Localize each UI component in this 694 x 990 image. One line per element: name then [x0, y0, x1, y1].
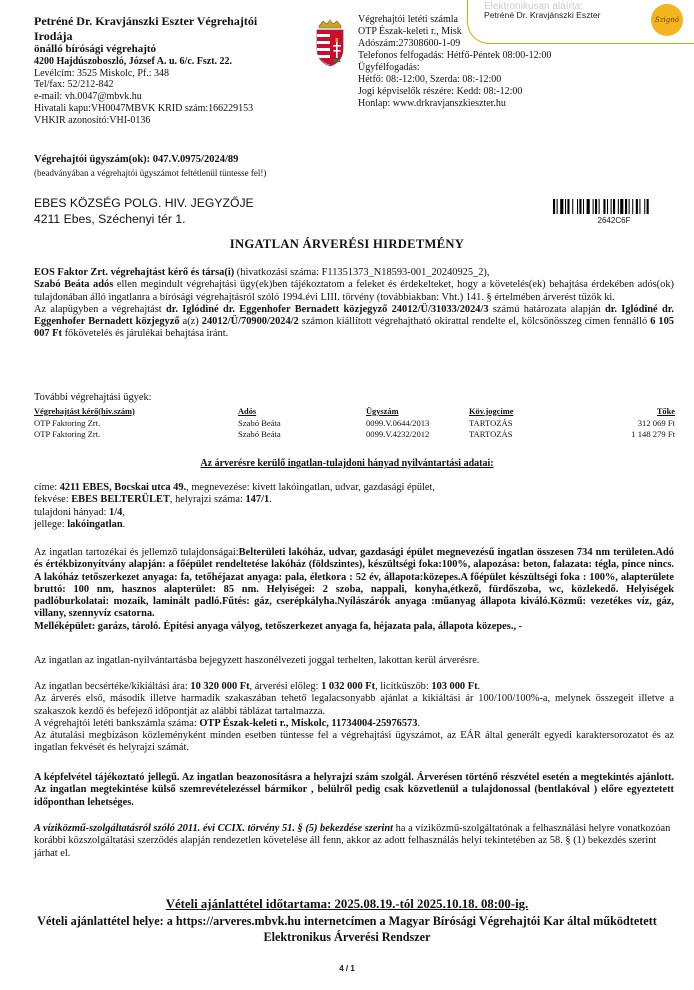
tax-number: Adószám:27308600-1-09 [358, 38, 461, 49]
office-vhkir: VHKIR azonosító:VHI-0136 [34, 114, 151, 126]
utility-notice [34, 823, 674, 860]
column-header-creditor: Végrehajtást kérő(hiv.szám) [34, 406, 135, 416]
principal-amount: 6 105 007 Ft [34, 316, 674, 340]
parcel-number: 147/1 [245, 494, 270, 506]
bid-deadline [0, 897, 694, 912]
property-designation: , megnevezése: kivett lakóingatlan, udvar, gazdasági épület, [186, 482, 436, 493]
ownership-share: 1/4 [109, 506, 123, 518]
barcode-text: 2642C6F [597, 216, 631, 225]
cell-creditor: OTP Faktoring Zrt. [34, 418, 101, 429]
cell-principal: 312 069 Ft [637, 418, 675, 429]
bid-place: Vételi ajánlattétel helye: a https://arveres.mbvk.hu internetcímen a Magyar Bírósági Végrehajtói Kar által működtetett Elektronikus Árverési Rendszer [37, 914, 657, 945]
transfer-instructions: Az átutalási megbízáson közleményként minden esetben tüntesse fel a végrehajtási ügyszámot, az EÁR által generált egyedi karaktersorozatot és az ingatlan fekvését és helyrajzi számát. [34, 730, 674, 754]
signature-ghost-text: Elektronikusan aláírta: [484, 1, 583, 12]
cell-case-number: 0099.V.4232/2012 [366, 429, 430, 440]
cell-case-number: 0099.V.0644/2013 [366, 418, 430, 429]
office-header [34, 14, 334, 126]
property-data: címe: 4211 EBES, Bocskai utca 49., megnevezése: kivett lakóingatlan, udvar, gazdasági épület, fekvése: EBES BELTERÜLET, helyrajzi száma: 147/1. tulajdoni hányad: 1/4, jellege: lakóingatlan. [34, 482, 436, 530]
step-label: , licitküszöb: [375, 681, 432, 692]
creditor-name: EOS Faktor Zrt. végrehajtást kérő és társa(i) [34, 267, 235, 278]
bank-account-text-label: A végrehajtói letéti bankszámla száma: [34, 717, 200, 729]
column-header-case-number: Ügyszám [366, 406, 399, 416]
case-number-note: (beadványában a végrehajtói ügyszámot feltétlenül tüntesse fel!) [34, 168, 267, 178]
outbuilding-text: Melléképület: garázs, tároló. Építési anyaga vályog, tetőszerkezet anyaga fa, héjazata pala, állapota közepes., - [34, 620, 523, 632]
intro-text: ellen megindult végrehajtási ügy(ek)ben tájékoztatom a feleket és érdekelteket, hogy a követelés(ek) behajtása érdekében adós(ok) tulajdonában álló ingatlanra a bírósági végrehajtásról szóló 1994.évi LIII. törvény (továbbiakban: Vht.) 141. § értelmében árverést tűzök ki. [34, 279, 674, 303]
deposit-label: , árverési előleg: [249, 681, 322, 692]
office-email: e-mail: vh.0047@mbvk.hu [34, 91, 142, 103]
electronic-signature-badge[interactable] [467, 0, 694, 44]
office-mail-address: Levélcím: 3525 Miskolc, Pf.: 348 [34, 67, 169, 79]
bid-deadline-text: Vételi ajánlattétel időtartama: 2025.08.19.-tól 2025.10.18. 08:00-ig. [165, 897, 529, 911]
recipient-street: 4211 Ebes, Széchenyi tér 1. [34, 211, 186, 226]
bank-end: . [417, 717, 421, 729]
intro-paragraph [34, 267, 674, 341]
office-hivatali-kapu: Hivatali kapu:VH0047MBVK KRID szám:166229153 [34, 102, 254, 114]
share-label: tulajdoni hányad: [34, 506, 110, 518]
case-number-value: 047.V.0975/2024/89 [152, 154, 239, 165]
property-features [34, 547, 674, 633]
debtor-name: Szabó Beáta adós [34, 279, 114, 291]
creditor-reference: (hivatkozási száma: F11351373_N18593-001_20240925_2), [234, 267, 490, 278]
escrow-bank-account: OTP Észak-keleti r., Miskolc, 11734004-25976573 [199, 717, 418, 729]
further-cases-label: További végrehajtási ügyek: [34, 392, 152, 403]
further-cases-table [34, 405, 675, 440]
office-name-line1: Petréné Dr. Kravjánszki Eszter Végrehajtói [34, 14, 258, 28]
signer-name: Petréné Dr. Kravjánszki Eszter [484, 10, 601, 20]
recipient-address [34, 196, 254, 227]
office-address: 4200 Hajdúszoboszló, József A. u. 6/c. Fszt. 22. [34, 56, 233, 68]
website: Honlap: www.drkravjanszkieszter.hu [358, 98, 506, 109]
location-label: fekvése: [34, 494, 72, 506]
lawyer-hours: Jogi képviselők részére: Kedd: 08:-12:00 [358, 86, 523, 97]
office-telfax: Tel/fax: 52/212-842 [34, 79, 114, 91]
features-text: Belterületi lakóház, udvar, gazdasági épület megnevezésű ingatlan összesen 734 nm területen.Adó és értékbizonyítvány alapján: a főépület rendeltetése lakóház (földszintes), készültségi foka:100%, alapozása: beton, falazata: tégla, pince nincs. A lakóház tetőszerkezet anyaga: fa, tetőhéjazat anyaga: pala, életkora : 52 év, állapota:közepes.A főépület készültségi foka : 100%, alapterülete bruttó: 100 nm, hasznos alapterület: 85 nm. Helyiségei: 2 szoba, nappali, konyha,étkező, fürdőszoba, wc, közlekedő. Helyiségek padlóburkolatai: mozaik, laminált padló.Fűtés: gáz, cserépkályha.Nyílászárók anyaga :műanyag állapota kiváló.Közmű: vezetékes víz, gáz, villany, szennyvíz csatorna. [34, 547, 674, 620]
column-header-claim-type: Köv.jogcíme [469, 406, 514, 416]
signo-seal-icon: Szignó [651, 4, 683, 36]
bank-account-label: Végrehajtói letéti számla [358, 14, 458, 25]
price-label: Az ingatlan becsértéke/kikiáltási ára: [34, 681, 191, 692]
column-header-debtor: Adós [238, 406, 257, 416]
encumbrance-text: Az ingatlan az ingatlan-nyilvántartásba bejegyzett haszonélvezeti joggal terhelten, lakottan kerül árverésre. [34, 655, 480, 666]
client-hours-label: Ügyfélfogadás: [358, 62, 420, 73]
auction-values [34, 681, 674, 755]
utility-law-reference: A víziközmű-szolgáltatásról szóló 2011. évi CCIX. törvény 51. § (5) bekezdése szerint [34, 823, 394, 834]
cell-claim-type: TARTOZÁS [469, 418, 513, 429]
property-address: 4211 EBES, Bocskai utca 49. [59, 482, 187, 493]
parcel-label: , helyrajzi száma: [169, 494, 246, 506]
page-number: 4 / 1 [339, 964, 355, 973]
recipient-name: EBES KÖZSÉG POLG. HIV. JEGYZŐJE [34, 196, 254, 210]
property-data-heading: Az árverésre kerülő ingatlan-tulajdoni hányad nyilvántartási adatai: [200, 458, 494, 469]
auction-deposit: 1 032 000 Ft [321, 681, 376, 692]
phone-hours: Telefonos felfogadás: Hétfő-Péntek 08:00-12:00 [358, 50, 552, 61]
property-type: lakóingatlan [67, 518, 123, 530]
cell-creditor: OTP Faktoring Zrt. [34, 429, 101, 440]
cell-debtor: Szabó Beáta [238, 429, 281, 440]
hungarian-coat-of-arms-icon [311, 18, 349, 68]
office-subtitle: önálló bírósági végrehajtó [34, 43, 157, 56]
bid-increment: 103 000 Ft [431, 681, 478, 692]
basis-text-a: Az alapügyben a végrehajtást [34, 303, 166, 315]
address-label: címe: [34, 482, 60, 493]
basis-text-f: főkövetelés és járulékai behajtása iránt. [62, 328, 229, 340]
bank-name: OTP Észak-keleti r., Misk [358, 26, 462, 37]
barcode-icon [553, 199, 675, 214]
basis-text-e: számon kiállított végrehajtható okirattal rendelte el, kölcsönösszeg címen fennálló [298, 316, 651, 328]
cell-debtor: Szabó Beáta [238, 418, 281, 429]
table-header-row [34, 405, 675, 418]
auction-stages-text: Az árverés első, második illetve harmadik szakaszában tehető legalacsonyabb ajánlat a kikiáltási ár 100/100/100%-a, melynek összegeit illetve a szakaszok kezdő és befejező időpontját az alábbi táblázat tartalmazza. [34, 693, 674, 717]
basis-text-c: számú határozata alapján [488, 303, 605, 315]
cell-claim-type: TARTOZÁS [469, 429, 513, 440]
client-hours: Hétfő: 08:-12:00, Szerda: 08:-12:00 [358, 74, 502, 85]
cell-principal: 1 148 279 Ft [631, 429, 675, 440]
starting-price: 10 320 000 Ft [190, 681, 250, 692]
document-title: INGATLAN ÁRVERÉSI HIRDETMÉNY [229, 237, 465, 251]
viewing-notice: A képfelvétel tájékoztató jellegű. Az ingatlan beazonosításra a helyrajzi szám szolgál. Árverésen történő részvétel esetén a megtekintés ajánlott. Az ingatlan megtekintése külső szemrevételezéssel bármikor , belülről pedig csak közvetlenül a tulajdonossal (bentlakóval ) előre egyeztetett időponthan lehetséges. [34, 772, 674, 808]
case-number [34, 154, 238, 166]
case-number-label: Végrehajtói ügyszám(ok): [34, 154, 151, 165]
table-row [34, 418, 675, 429]
basis-text-d: a(z) [179, 316, 202, 328]
property-location: EBES BELTERÜLET [71, 494, 170, 506]
notary-name: dr. Iglódiné dr. Eggenhofer Bernadett közjegyző [34, 303, 674, 328]
features-label: Az ingatlan tartozékai és jellemző tulajdonságai: [34, 547, 239, 558]
type-label: jellege: [34, 518, 68, 530]
office-name-line2: Irodája [34, 28, 73, 43]
column-header-principal: Tőke [656, 406, 675, 416]
utility-notice-text: ha a víziközmű-szolgáltatónak a felhasználási helyre vonatkozóan korábbi közszolgáltatási szerződés alapján rendezetlen követelése áll fenn, akkor az adott felhasználás helyi tekintetében az 58. § (1) bekezdés szerint járhat el. [34, 823, 671, 859]
notary-decision: dr. Iglódiné dr. Eggenhofer Bernadett közjegyző 24012/Ü/31033/2024/3 [165, 303, 489, 315]
enforcement-document-number: 24012/Ü/70900/2024/2 [201, 316, 299, 328]
table-row [34, 429, 675, 440]
values-end: . [477, 681, 481, 692]
